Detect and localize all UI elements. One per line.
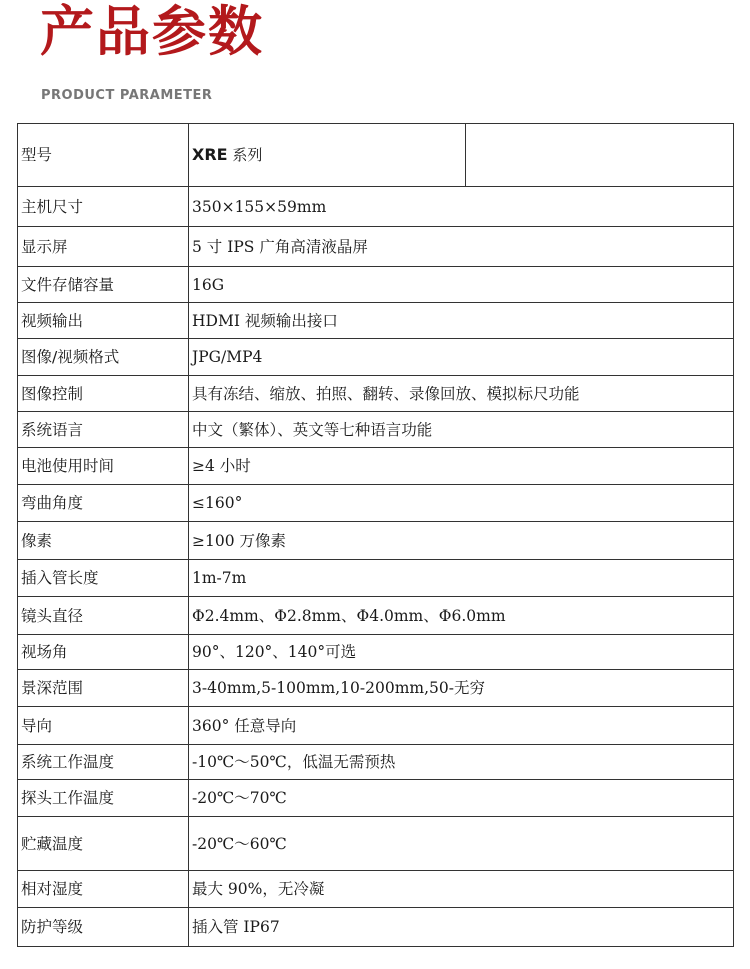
row-value: HDMI 视频输出接口 <box>189 303 734 339</box>
row-value: 1m-7m <box>189 560 734 597</box>
model-extra-cell <box>466 124 734 187</box>
table-row <box>18 707 734 745</box>
table-row <box>18 412 734 448</box>
row-value: 最大 90%，无冷凝 <box>189 871 734 908</box>
row-label: 系统语言 <box>18 412 189 448</box>
row-value: ≥4 小时 <box>189 448 734 485</box>
row-value: 3-40mm,5-100mm,10-200mm,50-无穷 <box>189 670 734 707</box>
row-value: 具有冻结、缩放、拍照、翻转、录像回放、模拟标尺功能 <box>189 376 734 412</box>
table-row <box>18 670 734 707</box>
spec-table <box>17 123 734 947</box>
table-row <box>18 227 734 267</box>
row-label: 显示屏 <box>18 227 189 267</box>
row-label: 景深范围 <box>18 670 189 707</box>
row-label: 视场角 <box>18 635 189 670</box>
row-label: 相对湿度 <box>18 871 189 908</box>
table-row <box>18 817 734 871</box>
table-row <box>18 780 734 817</box>
table-row <box>18 376 734 412</box>
row-value: 90°、120°、140°可选 <box>189 635 734 670</box>
row-label: 文件存储容量 <box>18 267 189 303</box>
row-label: 像素 <box>18 522 189 560</box>
table-row <box>18 597 734 635</box>
table-row <box>18 267 734 303</box>
row-label: 弯曲角度 <box>18 485 189 522</box>
row-value: 5 寸 IPS 广角高清液晶屏 <box>189 227 734 267</box>
table-row <box>18 303 734 339</box>
row-label: 插入管长度 <box>18 560 189 597</box>
table-row <box>18 485 734 522</box>
table-row <box>18 871 734 908</box>
row-label: 防护等级 <box>18 908 189 947</box>
row-label: 系统工作温度 <box>18 745 189 780</box>
row-label: 型号 <box>18 124 189 187</box>
row-value: 插入管 IP67 <box>189 908 734 947</box>
row-label: 电池使用时间 <box>18 448 189 485</box>
row-value: JPG/MP4 <box>189 339 734 376</box>
row-label: 主机尺寸 <box>18 187 189 227</box>
row-value: ≤160° <box>189 485 734 522</box>
row-value: 中文（繁体）、英文等七种语言功能 <box>189 412 734 448</box>
row-label: 镜头直径 <box>18 597 189 635</box>
row-label: 探头工作温度 <box>18 780 189 817</box>
table-row <box>18 560 734 597</box>
row-value: -20℃～70℃ <box>189 780 734 817</box>
row-value: 350×155×59mm <box>189 187 734 227</box>
row-label: 贮藏温度 <box>18 817 189 871</box>
table-row <box>18 635 734 670</box>
page-title: 产品参数 <box>40 0 264 63</box>
table-row <box>18 187 734 227</box>
table-row <box>18 339 734 376</box>
model-suffix: 系列 <box>227 146 263 164</box>
row-value: 360° 任意导向 <box>189 707 734 745</box>
table-row <box>18 448 734 485</box>
model-code: XRE <box>192 145 228 164</box>
row-value: Φ2.4mm、Φ2.8mm、Φ4.0mm、Φ6.0mm <box>189 597 734 635</box>
row-label: 图像控制 <box>18 376 189 412</box>
table-row <box>18 908 734 947</box>
row-label: 视频输出 <box>18 303 189 339</box>
page-subtitle: PRODUCT PARAMETER <box>41 88 213 103</box>
row-value: -20℃～60℃ <box>189 817 734 871</box>
row-value: ≥100 万像素 <box>189 522 734 560</box>
table-row <box>18 745 734 780</box>
row-value: -10℃～50℃，低温无需预热 <box>189 745 734 780</box>
model-value <box>189 124 466 187</box>
table-row-model <box>18 124 734 187</box>
row-value: 16G <box>189 267 734 303</box>
table-row <box>18 522 734 560</box>
row-label: 导向 <box>18 707 189 745</box>
row-label: 图像/视频格式 <box>18 339 189 376</box>
